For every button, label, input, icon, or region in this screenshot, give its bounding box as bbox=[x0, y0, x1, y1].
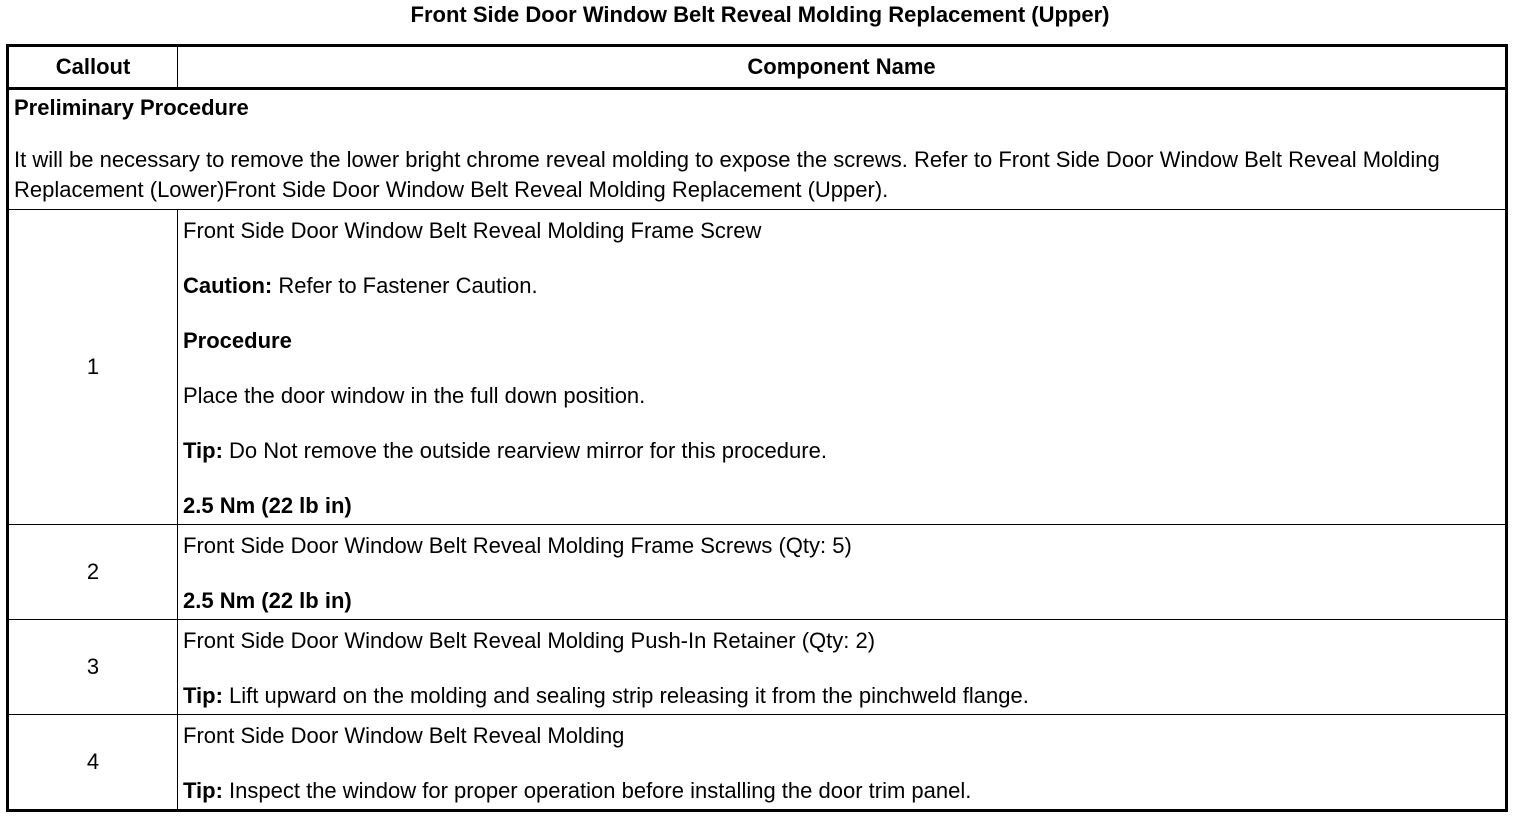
component-cell bbox=[178, 210, 1507, 525]
callout-number: 4 bbox=[8, 715, 178, 811]
preliminary-text: It will be necessary to remove the lower bright chrome reveal molding to expose the screws. Refer to Front Side Door Window Belt Reveal Molding Replacement (Lower)Front Side Door Window Belt Reveal Molding Replacement (Upper). bbox=[14, 147, 1440, 202]
table-row bbox=[8, 210, 1507, 525]
page-title: Front Side Door Window Belt Reveal Molding Replacement (Upper) bbox=[410, 2, 1110, 27]
component-cell bbox=[178, 715, 1507, 811]
caution-line bbox=[183, 271, 1500, 301]
table-header-row bbox=[8, 46, 1507, 89]
procedure-heading: Procedure bbox=[183, 328, 292, 353]
table-row bbox=[8, 715, 1507, 811]
component-cell bbox=[178, 620, 1507, 715]
column-header-component-name: Component Name bbox=[178, 46, 1507, 89]
tip-line bbox=[183, 436, 1500, 466]
component-name: Front Side Door Window Belt Reveal Molding Frame Screws (Qty: 5) bbox=[183, 533, 852, 558]
tip-label: Tip: bbox=[183, 438, 223, 463]
preliminary-cell bbox=[8, 89, 1507, 210]
table-row bbox=[8, 620, 1507, 715]
tip-label: Tip: bbox=[183, 683, 223, 708]
component-cell bbox=[178, 525, 1507, 620]
callout-number: 1 bbox=[8, 210, 178, 525]
tip-text: Inspect the window for proper operation before installing the door trim panel. bbox=[222, 778, 972, 803]
callout-number: 3 bbox=[8, 620, 178, 715]
table-row bbox=[8, 525, 1507, 620]
column-header-callout: Callout bbox=[8, 46, 178, 89]
procedure-text: Place the door window in the full down position. bbox=[183, 383, 646, 408]
component-name: Front Side Door Window Belt Reveal Molding Push-In Retainer (Qty: 2) bbox=[183, 628, 876, 653]
preliminary-heading: Preliminary Procedure bbox=[14, 95, 249, 120]
component-name: Front Side Door Window Belt Reveal Molding bbox=[183, 723, 625, 748]
caution-text: Refer to Fastener Caution. bbox=[272, 273, 538, 298]
tip-line bbox=[183, 681, 1500, 711]
tip-text: Lift upward on the molding and sealing strip releasing it from the pinchweld flange. bbox=[222, 683, 1029, 708]
callout-number: 2 bbox=[8, 525, 178, 620]
tip-label: Tip: bbox=[183, 778, 223, 803]
caution-label: Caution: bbox=[183, 273, 273, 298]
torque-spec: 2.5 Nm (22 lb in) bbox=[183, 588, 352, 613]
tip-line bbox=[183, 776, 1500, 806]
procedure-table bbox=[6, 44, 1508, 812]
torque-spec: 2.5 Nm (22 lb in) bbox=[183, 493, 352, 518]
tip-text: Do Not remove the outside rearview mirror for this procedure. bbox=[222, 438, 827, 463]
preliminary-row bbox=[8, 89, 1507, 210]
component-name: Front Side Door Window Belt Reveal Molding Frame Screw bbox=[183, 218, 762, 243]
